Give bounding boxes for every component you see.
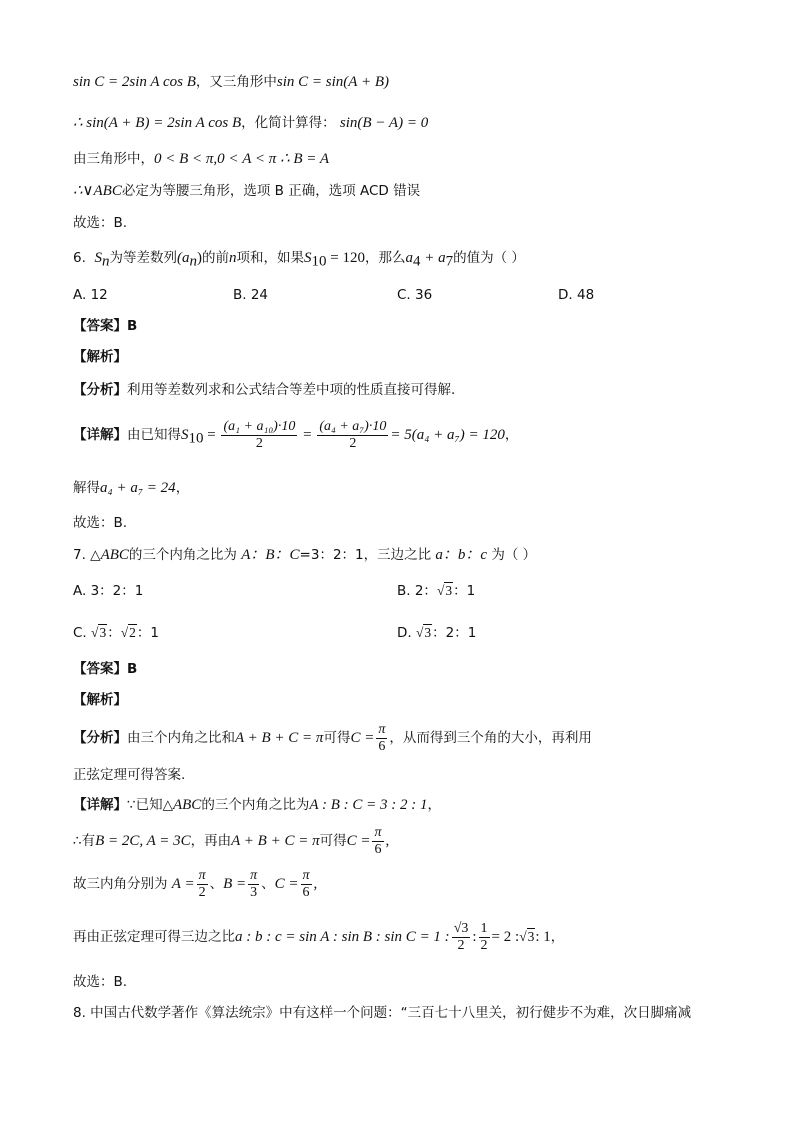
text: 利用等差数列求和公式结合等差中项的性质直接可得解. xyxy=(127,382,456,398)
text: 可得 xyxy=(319,833,347,849)
text: ∵已知△ xyxy=(127,797,173,813)
angles-7 xyxy=(73,866,317,902)
text: ，又三角形中 xyxy=(195,74,277,90)
fraction-numerator: π xyxy=(302,867,310,883)
math-expr: ) xyxy=(196,250,202,266)
choose-7: 故选：B. xyxy=(73,974,128,990)
fraction-denominator: 2 xyxy=(457,937,465,953)
text: ，从而得到三个角的大小，再利用 xyxy=(389,730,592,746)
math-expr: , xyxy=(385,833,390,849)
fraction-denominator: 2 xyxy=(480,937,488,953)
fraction-numerator: (a₁ + a₁₀)·10 xyxy=(223,418,296,434)
question-8: 8. 中国古代数学著作《算法统宗》中有这样一个问题：“三百七十八里关，初行健步不为难，次日脚痛减 xyxy=(73,1005,692,1021)
math-expr: = 120 xyxy=(326,250,365,266)
fraction xyxy=(248,868,259,901)
line-3 xyxy=(73,149,329,169)
radicand: 3 xyxy=(99,625,107,640)
text: ， xyxy=(427,797,441,813)
text: D. xyxy=(397,625,416,641)
text: 的三个内角之比为 xyxy=(128,547,242,563)
fraction xyxy=(372,825,383,858)
fraction-denominator: 6 xyxy=(374,841,382,857)
text: 为（ ） xyxy=(487,547,537,563)
text: ∴有 xyxy=(73,833,96,849)
question-6 xyxy=(73,248,525,272)
math-expr: C = xyxy=(274,876,299,892)
math-expr: A = xyxy=(171,876,195,892)
detail-7 xyxy=(73,795,441,815)
detail-6 xyxy=(73,416,518,458)
option-d: D. 48 xyxy=(558,287,595,303)
math-expr: B = xyxy=(223,876,247,892)
text: ：2：1 xyxy=(432,625,477,641)
text: ：1 xyxy=(453,583,476,599)
text: 由已知得 xyxy=(127,427,181,443)
math-expr: A + B + C = π xyxy=(231,833,320,849)
fraction xyxy=(317,419,388,452)
math-sub: 10 xyxy=(311,253,327,270)
fraction-denominator: 2 xyxy=(349,435,357,451)
option-b-7 xyxy=(397,581,475,601)
text: 再由正弦定理可得三边之比 xyxy=(73,929,235,945)
math-expr: sin C = sin(A + B) xyxy=(276,74,389,90)
math-expr: A : B : C = 3 : 2 : 1 xyxy=(309,797,428,813)
text: 解得 xyxy=(73,480,100,496)
math-sub: 10 xyxy=(188,430,204,447)
math-expr: , xyxy=(313,876,318,892)
sqrt: √3 xyxy=(436,583,453,598)
text: ，化简计算得： xyxy=(241,115,336,131)
answer-7: 【答案】B xyxy=(73,661,138,677)
math-expr: + a xyxy=(420,250,446,266)
math-sub: 4 xyxy=(412,253,421,270)
math-expr: = 2 : xyxy=(491,929,520,945)
math-expr: : 1 xyxy=(535,929,551,945)
math-expr: a₄ + a₇ = 24 xyxy=(100,480,176,496)
label: 【详解】 xyxy=(73,427,127,443)
answer-6: 【答案】B xyxy=(73,318,138,334)
math-expr: = xyxy=(299,427,316,443)
sine-law-7 xyxy=(73,917,564,957)
fraction-denominator: 2 xyxy=(255,435,263,451)
fraction-numerator: π xyxy=(374,824,382,840)
choose-6: 故选：B. xyxy=(73,515,128,531)
text: 、 xyxy=(261,876,275,892)
math-expr: ABC xyxy=(100,547,129,563)
fraction xyxy=(197,868,208,901)
text: 故选：B. xyxy=(73,215,128,231)
option-d-7 xyxy=(397,623,476,643)
math-expr: A：B：C xyxy=(241,547,300,563)
text: ， xyxy=(504,427,519,443)
line-1 xyxy=(73,72,389,92)
question-7 xyxy=(73,545,536,565)
option-c-7 xyxy=(73,623,159,643)
radicand: 3 xyxy=(424,625,432,640)
option-a-7: A. 3：2：1 xyxy=(73,583,144,599)
detail-7-line-2 xyxy=(73,823,389,859)
fraction xyxy=(452,921,471,954)
fraction-denominator: 6 xyxy=(378,738,386,754)
sqrt: √3 xyxy=(91,625,107,640)
question-number: 7. △ xyxy=(73,547,101,563)
option-b: B. 24 xyxy=(233,287,269,303)
fraction-denominator: 2 xyxy=(198,884,206,900)
fraction-numerator: 1 xyxy=(480,920,488,936)
math-expr: ∴ sin(A + B) = 2sin A cos B xyxy=(73,115,242,131)
fraction xyxy=(301,868,312,901)
sqrt: √3 xyxy=(519,929,535,944)
label: 【分析】 xyxy=(73,382,127,398)
math-expr: = xyxy=(203,427,220,443)
analysis-heading-6: 【解析】 xyxy=(73,349,127,365)
analysis-7-cont: 正弦定理可得答案. xyxy=(73,767,186,783)
math-expr: S xyxy=(181,427,189,443)
solve-6 xyxy=(73,478,189,498)
math-expr: a：b：c xyxy=(435,547,488,563)
math-sub: 7 xyxy=(445,253,454,270)
fraction-denominator: 6 xyxy=(302,884,310,900)
fraction-numerator: π xyxy=(250,867,258,883)
text: B. 2： xyxy=(397,583,437,599)
text: ，那么 xyxy=(364,250,406,266)
math-expr: B = 2C, A = 3C xyxy=(95,833,191,849)
fraction xyxy=(376,722,387,755)
math-expr: a : b : c = sin A : sin B : sin C = 1 : xyxy=(235,929,450,945)
text: 故三内角分别为 xyxy=(73,876,168,892)
question-number: 6. xyxy=(73,250,86,266)
label: 【分析】 xyxy=(73,730,127,746)
text: 的前 xyxy=(201,250,229,266)
math-expr: S xyxy=(94,250,102,266)
fraction xyxy=(221,419,297,452)
text: ， xyxy=(550,929,565,945)
analysis-heading-7: 【解析】 xyxy=(73,692,127,708)
text: ： xyxy=(107,625,121,641)
math-expr: ∴∨ABC xyxy=(73,183,122,199)
text: 可得 xyxy=(323,730,351,746)
math-expr: C = xyxy=(346,833,371,849)
fraction-denominator: 3 xyxy=(250,884,258,900)
sqrt: √2 xyxy=(120,625,136,640)
math-expr: n xyxy=(228,250,237,266)
math-expr: 0 < B < π,0 < A < π ∴ B = A xyxy=(154,151,330,167)
text: 由三角形中， xyxy=(73,151,154,167)
text: C. xyxy=(73,625,92,641)
fraction xyxy=(479,921,490,954)
sqrt: √3 xyxy=(415,625,432,640)
fraction-numerator: π xyxy=(198,867,206,883)
math-expr: sin(B − A) = 0 xyxy=(339,115,429,131)
fraction-numerator: √3 xyxy=(453,920,469,936)
math-sub: n xyxy=(101,253,110,270)
label: 【详解】 xyxy=(73,797,127,813)
math-expr: = 5(a₄ + a₇) = 120 xyxy=(390,427,505,443)
analysis-7 xyxy=(73,720,592,756)
option-a: A. 12 xyxy=(73,287,108,303)
math-expr: a xyxy=(405,250,413,266)
radicand: 2 xyxy=(129,625,136,640)
line-4 xyxy=(73,181,420,201)
text: 项和，如果 xyxy=(236,250,304,266)
text: =3：2：1，三边之比 xyxy=(299,547,436,563)
text: 由三个内角之比和 xyxy=(127,730,235,746)
math-sub: n xyxy=(189,253,197,270)
text: 为等差数列 xyxy=(109,250,177,266)
text: ，再由 xyxy=(190,833,232,849)
text: ：1 xyxy=(136,625,159,641)
line-5 xyxy=(73,213,127,233)
text: ， xyxy=(175,480,190,496)
radicand: 3 xyxy=(527,929,535,944)
math-expr: sin C = 2sin A cos B xyxy=(73,74,196,90)
math-expr: (a xyxy=(176,250,190,266)
math-expr: : xyxy=(472,929,477,945)
math-expr: S xyxy=(303,250,312,266)
math-expr: A + B + C = π xyxy=(235,730,324,746)
radicand: 3 xyxy=(445,583,453,598)
text: 的三个内角之比为 xyxy=(201,797,310,813)
math-expr: ABC xyxy=(172,797,202,813)
text: 、 xyxy=(209,876,224,892)
option-c: C. 36 xyxy=(397,287,433,303)
line-2 xyxy=(73,113,428,133)
fraction-numerator: (a₄ + a₇)·10 xyxy=(319,418,387,434)
analysis-6 xyxy=(73,380,455,400)
fraction-numerator: π xyxy=(378,721,386,737)
text: 的值为（ ） xyxy=(453,250,525,266)
text: 必定为等腰三角形，选项 B 正确，选项 ACD 错误 xyxy=(121,183,421,199)
math-expr: C = xyxy=(350,730,375,746)
